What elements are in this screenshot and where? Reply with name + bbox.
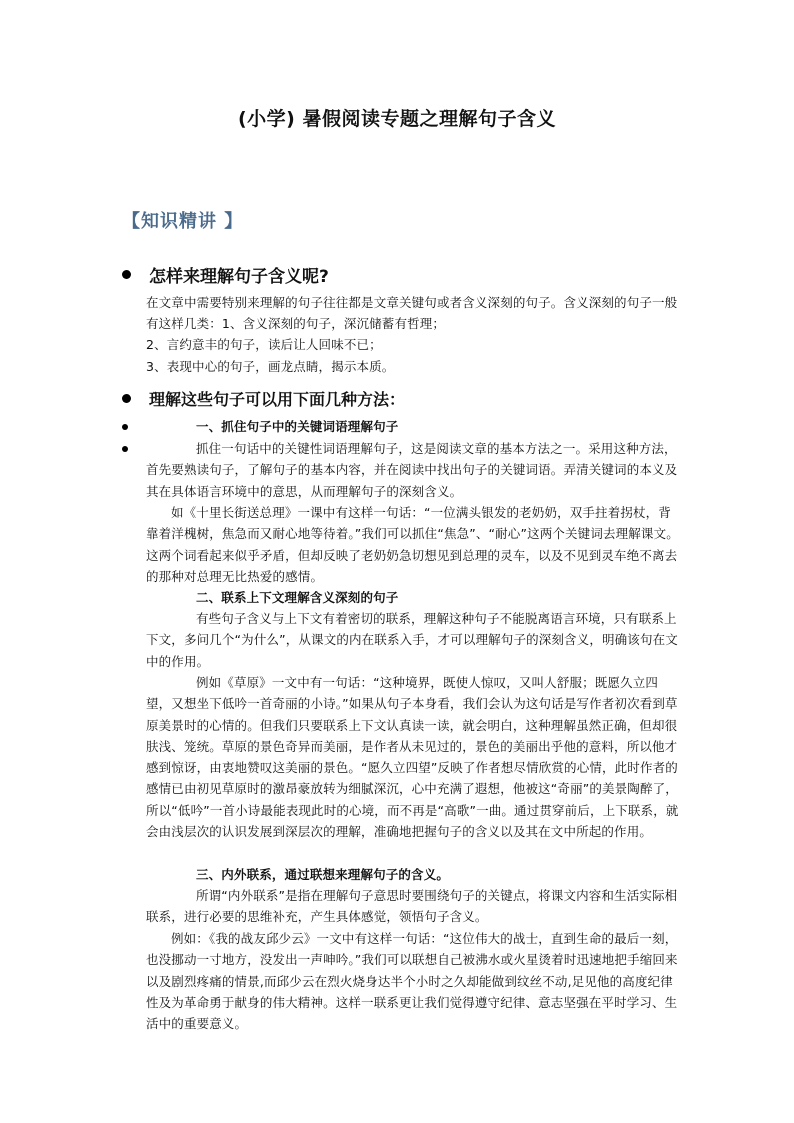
method1-paragraph-2: 如《十里长街送总理》一课中有这样一句话：“一位满头银发的老奶奶，双手拄着拐杖，背靠着洋槐树，焦急而又耐心地等待着。”我们可以抓住“焦急”、“耐心”这两个关键词去理解课文。这两个词看起来似乎矛盾，但却反映了老奶奶急切想见到总理的灵车，以及不见到灵车绝不离去的那种对总理无比热爱的感情。	[146, 505, 679, 584]
method2-paragraph-1: 有些句子含义与上下文有着密切的联系，理解这种句子不能脱离语言环境，只有联系上下文，多问几个“为什么”，从课文的内在联系入手，才可以理解句子的深刻含义，明确该句在文中的作用。	[146, 611, 678, 669]
bullet-icon	[122, 394, 131, 403]
page-title: (小学) 暑假阅读专题之理解句子含义	[238, 108, 556, 130]
bullet-icon	[122, 424, 128, 430]
method3-paragraph-1: 所谓“内外联系”是指在理解句子意思时要围绕句子的关键点，将课文内容和生活实际相联系，进行必要的思维补充，产生具体感觉，领悟句子含义。	[146, 888, 678, 925]
intro-paragraph-2: 2、言约意丰的句子，读后让人回味不已；	[146, 337, 382, 352]
intro-text-1: 在文章中需要特别来理解的句子往往都是文章关键句或者含义深刻的句子。含义深刻的句子一般有这样几类：1、含义深刻的句子，深沉储蓄有哲理；	[146, 295, 678, 332]
section-tag: 【知识精讲 】	[122, 211, 244, 232]
bullet-icon	[122, 270, 131, 279]
methods-heading	[122, 387, 405, 410]
intro-paragraph-1	[146, 292, 682, 335]
method1-title: 一、抓住句子中的关键词语理解句子	[196, 419, 399, 434]
method2-title: 二、联系上下文理解含义深刻的句子	[196, 590, 399, 605]
method1-paragraph-1: 抓住一句话中的关键性词语理解句子，这是阅读文章的基本方法之一。采用这种方法，首先要熟读句子，了解句子的基本内容，并在阅读中找出句子的关键词语。弄清关键词的本义及其在具体语言环境中的意思，从而理解句子的深刻含义。	[146, 441, 678, 499]
bullet-icon	[122, 446, 128, 452]
question-heading-text: 怎样来理解句子含义呢?	[149, 267, 329, 287]
methods-heading-text: 理解这些句子可以用下面几种方法：	[149, 390, 406, 409]
method2-paragraph-2: 例如《草原》一文中有一句话：“这种境界，既使人惊叹，又叫人舒服；既愿久立四望，又想坐下低吟一首奇丽的小诗。”如果从句子本身看，我们会认为这句话是写作者初次看到草原美景时的心情的。但我们只要联系上下文认真读一读，就会明白，这种理解虽然正确，但却很肤浅、笼统。草原的景色奇异而美丽，是作者从未见过的，景色的美丽出乎他的意料，所以他才感到惊讶，由衷地赞叹这美丽的景色。“愿久立四望”反映了作者想尽情欣赏的心情，此时作者的感情已由初见草原时的激昂豪放转为细腻深沉，心中充满了遐想，他被这“奇丽”的美景陶醉了，所以“低吟”一首小诗最能表现此时的心境，而不再是“高歌”一曲。通过贯穿前后，上下联系，就会由浅层次的认识发展到深层次的理解，准确地把握句子的含义以及其在文中所起的作用。	[146, 675, 679, 840]
intro-paragraph-3: 3、表现中心的句子，画龙点睛，揭示本质。	[146, 359, 395, 374]
question-heading	[122, 262, 329, 287]
method3-title: 三、内外联系，通过联想来理解句子的含义。	[196, 867, 450, 882]
method3-paragraph-2: 例如：《我的战友邱少云》一文中有这样一句话：“这位伟大的战士，直到生命的最后一刻，也没挪动一寸地方，没发出一声呻吟。”我们可以联想自己被沸水或火星烫着时迅速地把手缩回来以及剧烈疼痛的情景,而邱少云在烈火烧身达半个小时之久却能做到纹丝不动,足见他的高度纪律性及为革命勇于献身的伟大精神。这样一联系更让我们觉得遵守纪律、意志坚强在平时学习、生活中的重要意义。	[146, 931, 678, 1032]
